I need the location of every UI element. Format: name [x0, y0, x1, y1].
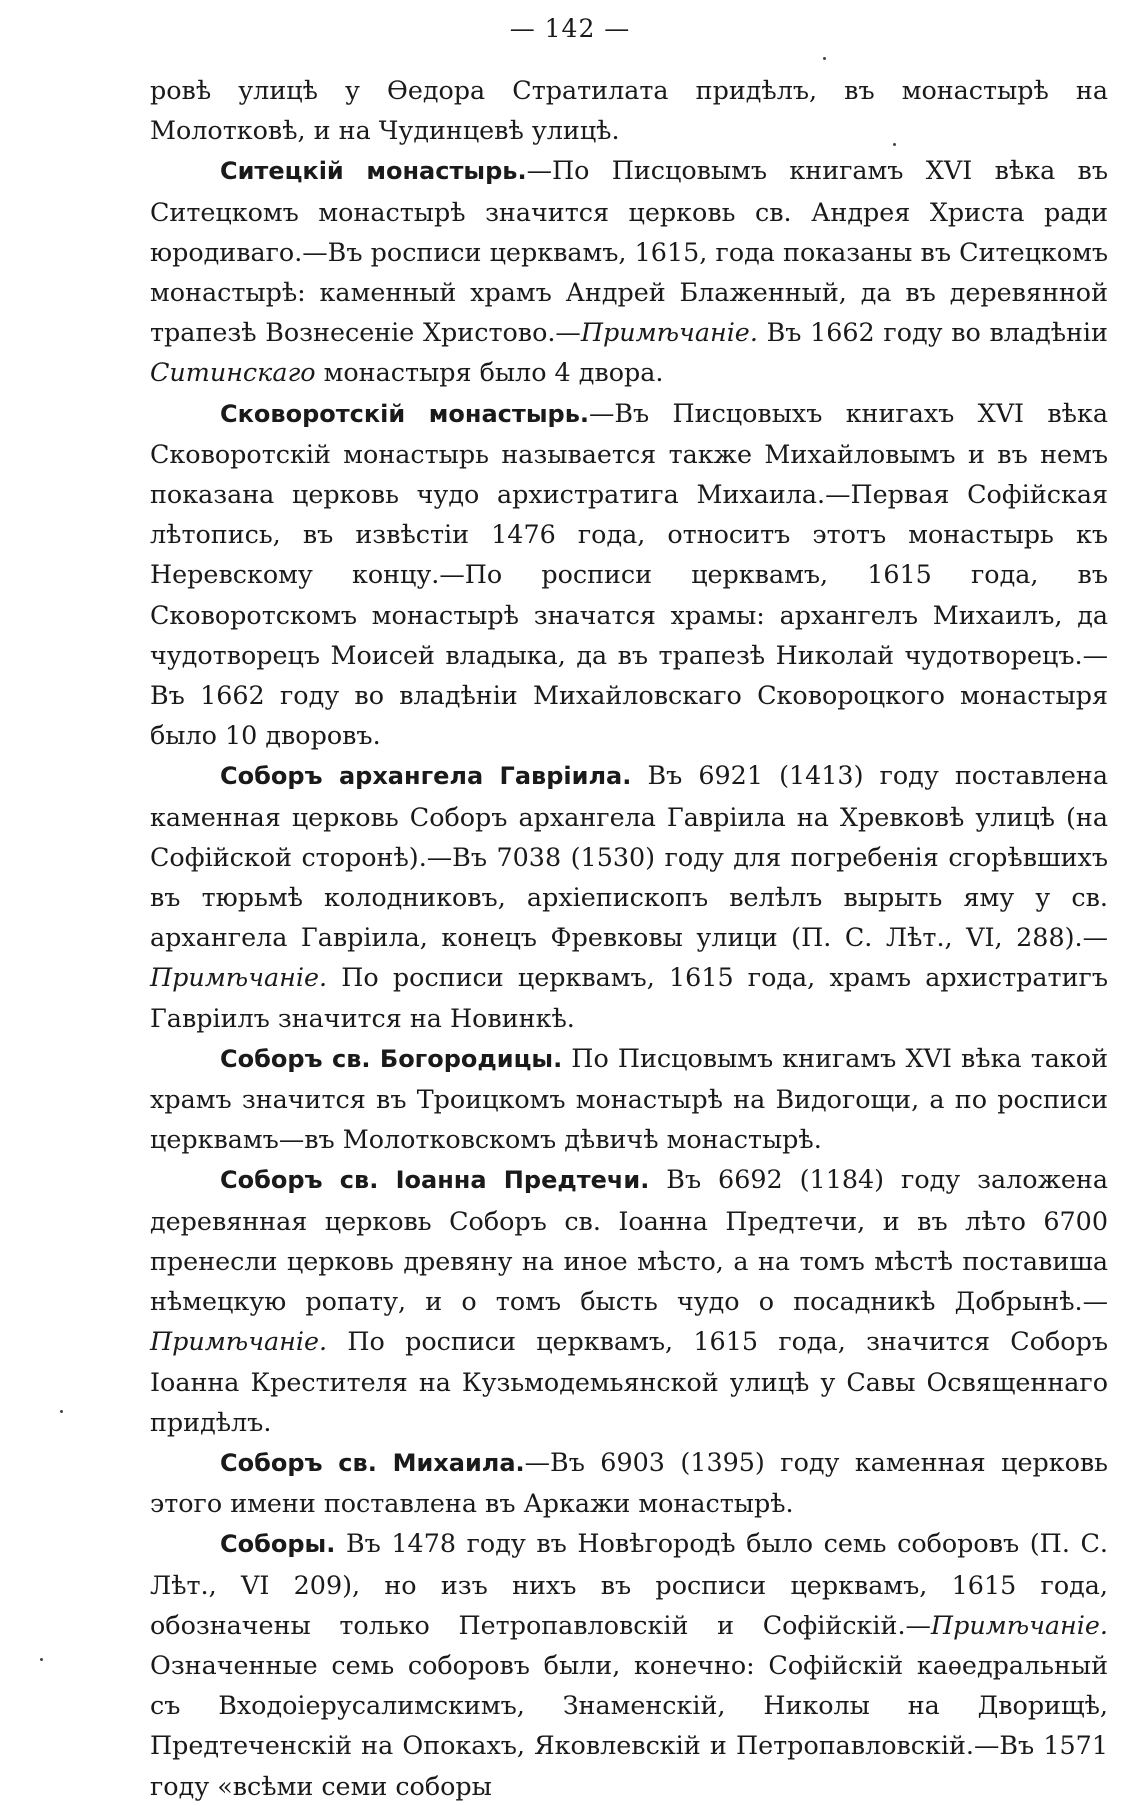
paragraph-text: По росписи церквамъ, 1615 года, значится Соборъ Іоанна Крестителя на Кузьмодемьянской улицѣ у Савы Освященнаго придѣлъ. — [150, 1326, 1108, 1437]
paragraph-text: По росписи церквамъ, 1615 года, храмъ архистратигъ Гавріилъ значится на Новинкѣ. — [150, 962, 1108, 1033]
print-speck — [823, 57, 826, 60]
paragraph — [150, 70, 1108, 150]
entry-heading: Соборъ св. Михаила. — [220, 1448, 525, 1477]
page-number: — 142 — — [509, 14, 631, 43]
print-speck — [60, 1410, 63, 1413]
body-text — [150, 70, 1108, 1806]
entry-heading: Соборы. — [220, 1530, 336, 1559]
paragraph-text: —Въ Писцовыхъ книгахъ XVI вѣка Сковоротскій монастырь называется также Михайловымъ и въ немъ показана церковь чудо архистратига Михаила.—Первая Софійская лѣтопись, въ извѣстіи 1476 года, относитъ этотъ монастырь къ Неревскому концу.—По росписи церквамъ, 1615 года, въ Сковоротскомъ монастырѣ значатся храмы: архангелъ Михаилъ, да чудотворецъ Моисей владыка, да въ трапезѣ Николай чудотворецъ.—Въ 1662 году во владѣніи Михайловскаго Сковороцкого монастыря было 10 дворовъ. — [150, 397, 1108, 751]
paragraph-text: —Въ 6903 (1395) году каменная церковь этого имени поставлена въ Аркажи монастырѣ. — [150, 1446, 1108, 1519]
print-speck — [893, 143, 896, 146]
paragraph-text: монастыря было 4 двора. — [315, 357, 664, 388]
paragraph — [150, 755, 1108, 1037]
paragraph-text: —По Писцовымъ книгамъ XVI вѣка въ Ситецкомъ монастырѣ значится церковь св. Андрея Христа ради юродиваго.—Въ росписи церквамъ, 1615, года показаны въ Ситецкомъ монастырѣ: каменный храмъ Андрей Блаженный, да въ деревянной трапезѣ Вознесеніе Христово.— — [150, 155, 1109, 348]
italic-text: Ситинскаго — [150, 357, 316, 388]
entry-heading: Соборъ св. Богородицы. — [220, 1044, 563, 1073]
italic-text: Примѣчаніе. — [580, 317, 758, 348]
paragraph-text: Въ 6692 (1184) году заложена деревянная церковь Соборъ св. Іоанна Предтечи, и въ лѣто 6700 пренесли церковь древяну на иное мѣсто, а на томъ мѣстѣ поставиша нѣмецкую ропату, и о томъ бысть чудо о посадникѣ Добрынѣ.— — [150, 1164, 1108, 1317]
italic-text: Примѣчаніе. — [930, 1609, 1108, 1640]
paragraph — [150, 1442, 1108, 1523]
entry-heading: Соборъ св. Іоанна Предтечи. — [220, 1166, 650, 1195]
paragraph-text: Въ 6921 (1413) году поставлена каменная церковь Соборъ архангела Гавріила на Хревковѣ улицѣ (на Софійской сторонѣ).—Въ 7038 (1530) году для погребенія сгорѣвшихъ въ тюрьмѣ колодниковъ, архіепископъ велѣлъ вырыть яму у св. архангела Гавріила, конецъ Фревковы улици (П. С. Лѣт., VI, 288).— — [150, 760, 1108, 953]
paragraph-text: ровѣ улицѣ у Ѳедора Стратилата придѣлъ, въ монастырѣ на Молотковѣ, и на Чудинцевѣ улицѣ. — [150, 75, 1108, 146]
entry-heading: Сковоротскій монастырь. — [220, 399, 589, 428]
entry-heading: Соборъ архангела Гавріила. — [220, 762, 632, 791]
italic-text: Примѣчаніе. — [150, 1326, 328, 1357]
paragraph — [150, 1159, 1108, 1441]
paragraph — [150, 1038, 1108, 1160]
paragraph — [150, 393, 1108, 756]
italic-text: Примѣчаніе. — [150, 962, 328, 993]
paragraph — [150, 1523, 1108, 1805]
paragraph-text: Означенные семь соборовъ были, конечно: Софійскій каѳедральный съ Входоіерусалимскимъ, Знаменскій, Николы на Дворищѣ, Предтеченскій на Опокахъ, Яковлевскій и Петропавловскій.—Въ 1571 году «всѣми семи соборы — [150, 1649, 1108, 1801]
entry-heading: Ситецкій монастырь. — [220, 157, 527, 186]
paragraph — [150, 150, 1108, 392]
paragraph-text: Въ 1662 году во владѣніи — [757, 317, 1108, 348]
paragraph-text: Въ 1478 году въ Новѣгородѣ было семь соборовъ (П. С. Лѣт., VI 209), но изъ нихъ въ росписи церквамъ, 1615 года, обозначены только Петропавловскій и Софійскій.— — [150, 1528, 1108, 1640]
print-speck — [40, 1658, 43, 1661]
paragraph-text: По Писцовымъ книгамъ XVI вѣка такой храмъ значится въ Троицкомъ монастырѣ на Видогощи, а по росписи церквамъ—въ Молотковскомъ дѣвичѣ монастырѣ. — [150, 1042, 1108, 1155]
